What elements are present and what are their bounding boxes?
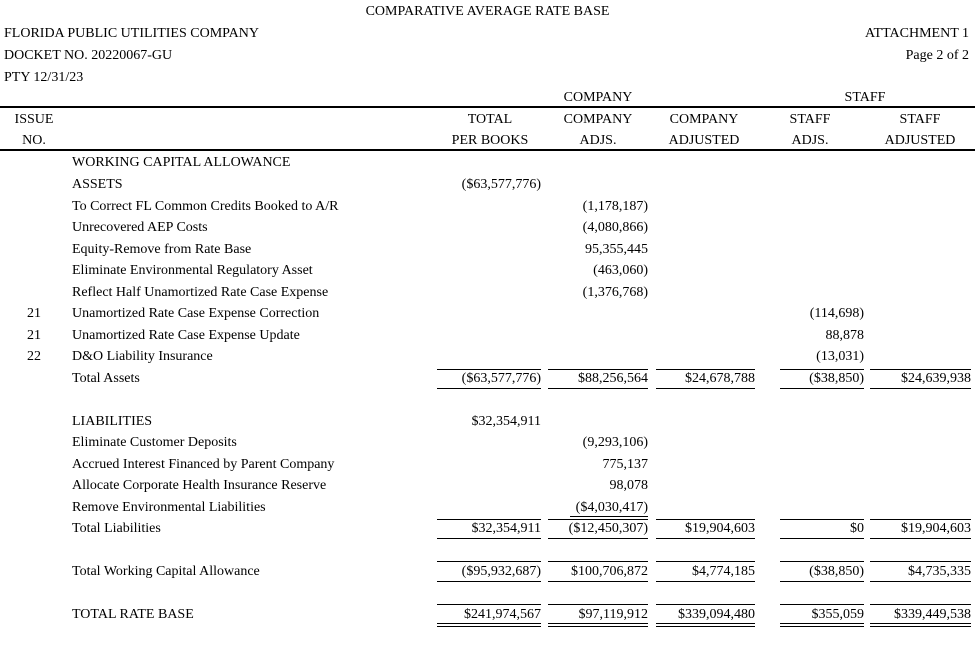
total-rule xyxy=(780,626,864,627)
total-rule xyxy=(656,388,755,389)
total-rule xyxy=(780,581,864,582)
total-rule xyxy=(656,369,755,370)
cell-sadj: 88,878 xyxy=(825,328,864,343)
total-rule xyxy=(437,581,541,582)
total-rule xyxy=(437,538,541,539)
row-label: LIABILITIES xyxy=(72,414,153,429)
row-label: Accrued Interest Financed by Parent Company xyxy=(72,457,335,472)
row-label: Unrecovered AEP Costs xyxy=(72,220,208,235)
total-rule xyxy=(548,561,648,562)
row-label: Total Liabilities xyxy=(72,521,161,536)
row-label: Unamortized Rate Case Expense Update xyxy=(72,328,300,343)
total-rule xyxy=(437,561,541,562)
page-number: Page 2 of 2 xyxy=(905,48,969,63)
issue-number: 21 xyxy=(27,306,41,321)
col-header-sadjd-2: ADJUSTED xyxy=(884,133,956,148)
issue-number: 22 xyxy=(27,349,41,364)
row-label: To Correct FL Common Credits Booked to A/R xyxy=(72,199,339,214)
total-rule xyxy=(870,623,971,624)
total-rule xyxy=(548,604,648,605)
row-label: Reflect Half Unamortized Rate Case Expense xyxy=(72,285,329,300)
subtotal-rule xyxy=(570,516,648,517)
col-header-cadj-1: COMPANY xyxy=(563,112,633,127)
row-label: Total Working Capital Allowance xyxy=(72,564,260,579)
cell-cadjd: $24,678,788 xyxy=(685,371,755,386)
header-bottom-rule xyxy=(0,149,975,151)
row-label: Eliminate Customer Deposits xyxy=(72,435,237,450)
col-header-sadj-1: STAFF xyxy=(789,112,831,127)
total-rule xyxy=(780,623,864,624)
total-rule xyxy=(437,369,541,370)
total-rule xyxy=(870,581,971,582)
row-label: Remove Environmental Liabilities xyxy=(72,500,266,515)
row-label: Eliminate Environmental Regulatory Asset xyxy=(72,263,313,278)
total-rule xyxy=(548,623,648,624)
cell-sadj: $0 xyxy=(850,521,864,536)
total-rule xyxy=(548,538,648,539)
total-rule xyxy=(548,369,648,370)
cell-cadj: (4,080,866) xyxy=(582,220,648,235)
cell-cadj: $97,119,912 xyxy=(578,607,648,622)
cell-tpb: $32,354,911 xyxy=(471,521,541,536)
cell-cadj: (9,293,106) xyxy=(582,435,648,450)
attachment-label: ATTACHMENT 1 xyxy=(864,26,969,41)
cell-cadjd: $19,904,603 xyxy=(685,521,755,536)
cell-tpb: ($95,932,687) xyxy=(461,564,541,579)
cell-cadj: ($12,450,307) xyxy=(568,521,648,536)
total-rule xyxy=(780,538,864,539)
total-rule xyxy=(548,388,648,389)
col-header-issue-2: NO. xyxy=(22,133,46,148)
cell-cadj: 775,137 xyxy=(602,457,648,472)
issue-number: 21 xyxy=(27,328,41,343)
total-rule xyxy=(437,604,541,605)
section-title: WORKING CAPITAL ALLOWANCE xyxy=(72,155,291,170)
total-rule xyxy=(437,519,541,520)
total-rule xyxy=(656,623,755,624)
total-rule xyxy=(656,604,755,605)
col-header-cadjd-1: COMPANY xyxy=(669,112,739,127)
cell-sadj: (13,031) xyxy=(816,349,864,364)
group-header-staff: STAFF xyxy=(844,90,886,105)
cell-cadj: 98,078 xyxy=(609,478,648,493)
cell-cadj: ($4,030,417) xyxy=(575,500,648,515)
total-rule xyxy=(437,626,541,627)
col-header-tpb-2: PER BOOKS xyxy=(451,133,529,148)
cell-sadjd: $4,735,335 xyxy=(908,564,971,579)
row-label: ASSETS xyxy=(72,177,123,192)
cell-cadj: (1,178,187) xyxy=(582,199,648,214)
col-header-cadj-2: ADJS. xyxy=(579,133,617,148)
row-label: Unamortized Rate Case Expense Correction xyxy=(72,306,320,321)
cell-sadjd: $339,449,538 xyxy=(894,607,971,622)
cell-sadjd: $24,639,938 xyxy=(901,371,971,386)
cell-cadj: 95,355,445 xyxy=(585,242,648,257)
total-rule xyxy=(780,388,864,389)
cell-cadjd: $339,094,480 xyxy=(678,607,755,622)
cell-sadj: (114,698) xyxy=(809,306,864,321)
total-rule xyxy=(870,626,971,627)
total-rule xyxy=(656,581,755,582)
cell-sadj: ($38,850) xyxy=(809,371,864,386)
total-rule xyxy=(656,538,755,539)
col-header-sadj-2: ADJS. xyxy=(791,133,829,148)
cell-tpb: ($63,577,776) xyxy=(461,371,541,386)
cell-tpb: ($63,577,776) xyxy=(461,177,541,192)
total-rule xyxy=(870,388,971,389)
cell-sadj: ($38,850) xyxy=(809,564,864,579)
col-header-issue-1: ISSUE xyxy=(14,112,54,127)
total-rule xyxy=(870,604,971,605)
row-label: Total Assets xyxy=(72,371,140,386)
docket-number: DOCKET NO. 20220067-GU xyxy=(4,48,173,63)
company-name: FLORIDA PUBLIC UTILITIES COMPANY xyxy=(4,26,260,41)
total-rule xyxy=(870,369,971,370)
col-header-sadjd-1: STAFF xyxy=(899,112,941,127)
cell-tpb: $32,354,911 xyxy=(471,414,541,429)
cell-sadjd: $19,904,603 xyxy=(901,521,971,536)
group-header-company: COMPANY xyxy=(563,90,633,105)
total-rule xyxy=(656,561,755,562)
total-rule xyxy=(437,623,541,624)
row-label: Allocate Corporate Health Insurance Reserve xyxy=(72,478,327,493)
total-rule xyxy=(780,369,864,370)
cell-tpb: $241,974,567 xyxy=(464,607,541,622)
total-rule xyxy=(548,519,648,520)
cell-cadj: $100,706,872 xyxy=(571,564,648,579)
total-rule xyxy=(656,626,755,627)
total-rule xyxy=(870,519,971,520)
row-label: Equity-Remove from Rate Base xyxy=(72,242,252,257)
total-rule xyxy=(656,519,755,520)
total-rule xyxy=(870,538,971,539)
cell-cadjd: $4,774,185 xyxy=(692,564,755,579)
total-rule xyxy=(780,519,864,520)
col-header-cadjd-2: ADJUSTED xyxy=(668,133,740,148)
cell-sadj: $355,059 xyxy=(811,607,864,622)
header-top-rule xyxy=(0,106,975,108)
test-year: PTY 12/31/23 xyxy=(4,70,84,85)
col-header-tpb-1: TOTAL xyxy=(467,112,513,127)
cell-cadj: $88,256,564 xyxy=(578,371,648,386)
total-rule xyxy=(548,581,648,582)
row-label: D&O Liability Insurance xyxy=(72,349,213,364)
cell-cadj: (463,060) xyxy=(593,263,648,278)
page-title: COMPARATIVE AVERAGE RATE BASE xyxy=(365,4,610,19)
total-rule xyxy=(548,626,648,627)
cell-cadj: (1,376,768) xyxy=(582,285,648,300)
total-rule xyxy=(780,604,864,605)
total-rule xyxy=(437,388,541,389)
row-label: TOTAL RATE BASE xyxy=(72,607,194,622)
total-rule xyxy=(780,561,864,562)
total-rule xyxy=(870,561,971,562)
